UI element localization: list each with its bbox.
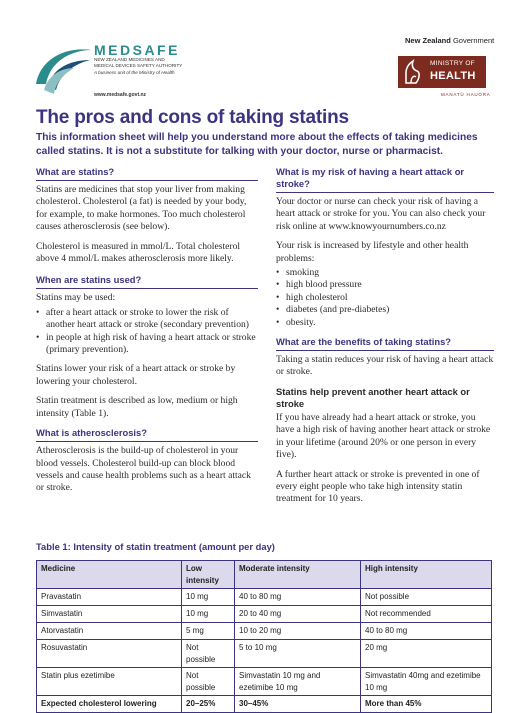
table-cell: Rosuvastatin: [37, 640, 182, 668]
when-used-list: [36, 307, 258, 357]
table-cell: Not possible: [361, 589, 492, 606]
table-cell: 40 to 80 mg: [235, 589, 361, 606]
list-item: • high blood pressure: [276, 279, 494, 291]
table-cell: Simvastatin 10 mg and ezetimibe 10 mg: [235, 668, 361, 696]
list-item: • smoking: [276, 267, 494, 279]
table-cell: 20 mg: [361, 640, 492, 668]
table-cell: More than 45%: [361, 696, 492, 713]
moh-emblem-icon: [402, 59, 424, 85]
table-caption: Table 1: Intensity of statin treatment (amount per day): [36, 541, 275, 552]
moh-ministry-of: MINISTRY OF: [430, 60, 475, 67]
table-row: [37, 589, 492, 606]
medsafe-url: www.medsafe.govt.nz: [94, 92, 147, 98]
column-header: High intensity: [361, 561, 492, 589]
table-cell: 10 mg: [182, 589, 235, 606]
list-item: • after a heart attack or stroke to lower the risk of another heart attack or stroke (secondary prevention): [36, 307, 258, 332]
atherosclerosis-heading: What is atherosclerosis?: [36, 427, 258, 442]
table-row: [37, 606, 492, 623]
paragraph: Your risk is increased by lifestyle and other health problems:: [276, 240, 469, 264]
paragraph: Atherosclerosis is the build-up of cholesterol in your blood vessels. Cholesterol build-up can block blood vessels and cause health problems such as a heart attack or stroke.: [36, 445, 251, 494]
table-cell: 30–45%: [235, 696, 361, 713]
paragraph: Cholesterol is measured in mmol/L. Total cholesterol above 4 mmol/L makes atherosclerosis more likely.: [36, 240, 241, 265]
list-item: • high cholesterol: [276, 292, 494, 304]
table-row: [37, 640, 492, 668]
page-title: The pros and cons of taking statins: [36, 107, 349, 128]
left-column: [36, 166, 258, 502]
list-item: • obesity.: [276, 317, 494, 329]
column-header: Low intensity: [182, 561, 235, 589]
paragraph: Taking a statin reduces your risk of having a heart attack or stroke.: [276, 354, 494, 378]
paragraph: Statins lower your risk of a heart attack or stroke by lowering your cholesterol.: [36, 363, 236, 387]
moh-health: HEALTH: [430, 70, 476, 82]
paragraph: Statins are medicines that stop your liver from making cholesterol. Cholesterol (a fat) is needed by your body, for example, to make hormones. Too much cholesterol causes atherosclerosis (see below).: [36, 184, 247, 233]
intro-text: This information sheet will help you understand more about the effects of taking medicines called statins. It is not a substitute for talking with your doctor, nurse or pharmacist.: [36, 132, 478, 157]
table-cell: Pravastatin: [37, 589, 182, 606]
table-cell: 20 to 40 mg: [235, 606, 361, 623]
table-cell: 5 mg: [182, 623, 235, 640]
table-cell: 40 to 80 mg: [361, 623, 492, 640]
table-cell: Not possible: [182, 668, 235, 696]
table-cell: 10 to 20 mg: [235, 623, 361, 640]
table-header-row: [37, 561, 492, 589]
paragraph: Your doctor or nurse can check your risk of having a heart attack or stroke for you. You can also check your risk online at www.knowyournumbers.co.nz: [276, 196, 486, 232]
risk-factors-list: [276, 267, 494, 329]
list-item: • in people at high risk of having a heart attack or stroke (primary prevention).: [36, 332, 258, 357]
table-cell: 10 mg: [182, 606, 235, 623]
list-item: • diabetes (and pre-diabetes): [276, 304, 494, 316]
paragraph: If you have already had a heart attack or stroke, you have a high risk of having another heart attack or stroke in your lifetime (around 20% or one person in every five).: [276, 411, 491, 461]
statin-intensity-table: [36, 560, 492, 713]
table-cell: 5 to 10 mg: [235, 640, 361, 668]
medsafe-tagline: NEW ZEALAND MEDICINES AND MEDICAL DEVICES SAFETY AUTHORITY A business unit of the Ministry of Health: [94, 57, 183, 76]
table-footer-row: [37, 696, 492, 713]
column-header: Moderate intensity: [235, 561, 361, 589]
table-cell: Atorvastatin: [37, 623, 182, 640]
benefits-heading: What are the benefits of taking statins?: [276, 336, 494, 351]
what-are-statins-heading: What are statins?: [36, 166, 258, 181]
table-cell: Simvastatin: [37, 606, 182, 623]
paragraph: Statin treatment is described as low, medium or high intensity (Table 1).: [36, 395, 238, 419]
right-column: [276, 166, 494, 513]
table-row: [37, 668, 492, 696]
table-cell: Not recommended: [361, 606, 492, 623]
table-cell: Simvastatin 40mg and ezetimibe 10 mg: [361, 668, 492, 696]
when-statins-used-heading: When are statins used?: [36, 274, 258, 289]
column-header: Medicine: [37, 561, 182, 589]
table-cell: Expected cholesterol lowering: [37, 696, 182, 713]
paragraph: Statins may be used:: [36, 292, 116, 304]
table-cell: Not possible: [182, 640, 235, 668]
paragraph: A further heart attack or stroke is prevented in one of every eight people who take high intensity statin treatment for 10 years.: [276, 468, 480, 505]
moh-maori-name: MANATŪ HAUORA: [441, 92, 491, 97]
prevent-heading: Statins help prevent another heart attack or stroke: [276, 385, 470, 409]
table-cell: Statin plus ezetimibe: [37, 668, 182, 696]
risk-heading: What is my risk of having a heart attack or stroke?: [276, 166, 494, 193]
table-cell: 20–25%: [182, 696, 235, 713]
medsafe-wordmark: MEDSAFE: [94, 42, 180, 58]
nz-government-label: New Zealand Government: [405, 36, 495, 45]
table-row: [37, 623, 492, 640]
